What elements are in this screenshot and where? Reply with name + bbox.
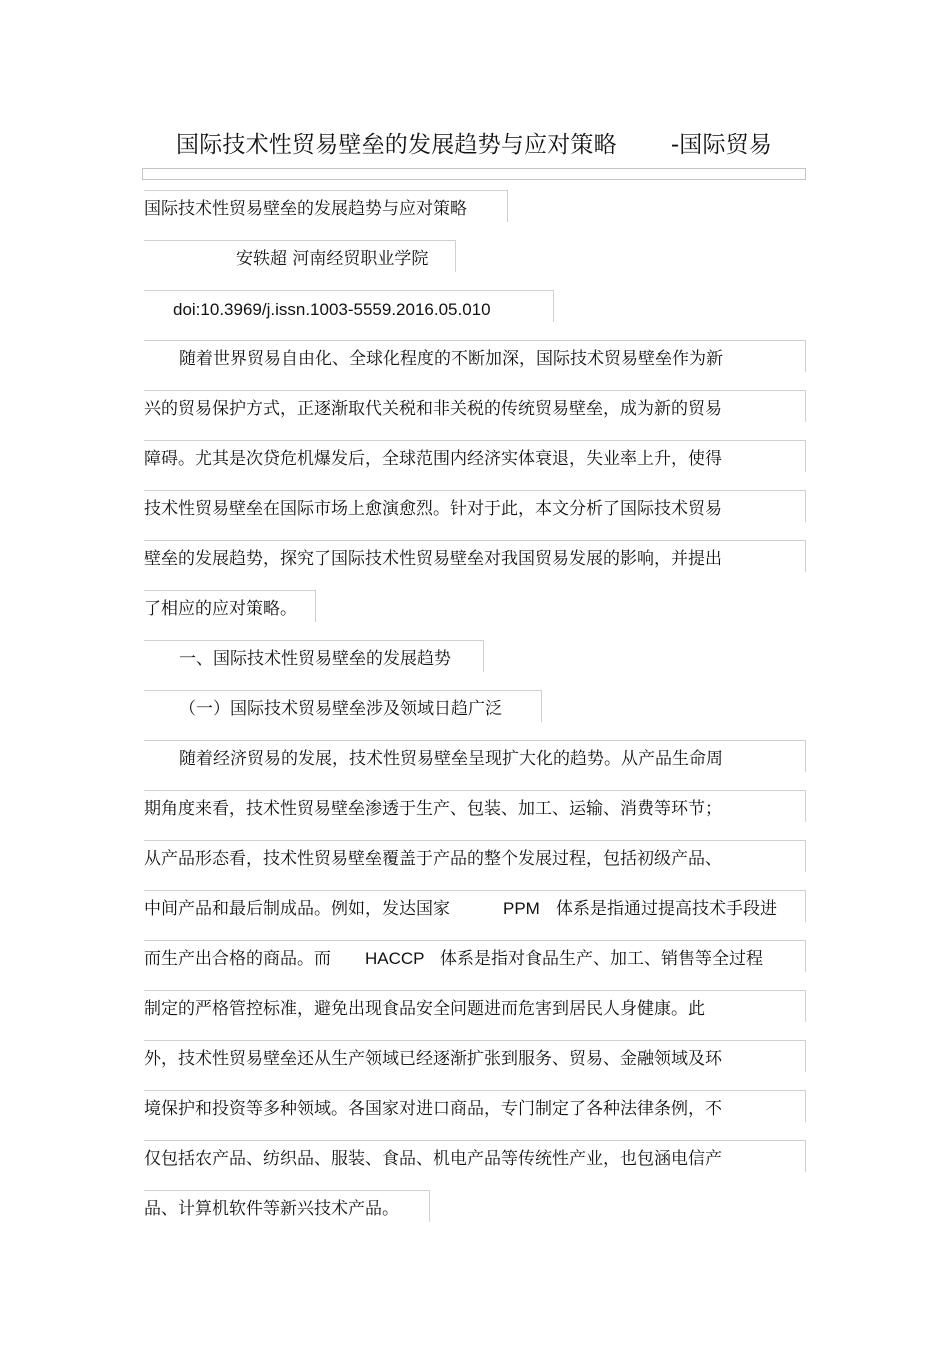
abstract-line: 了相应的应对策略。: [144, 599, 297, 619]
body-line: 而生产出合格的商品。而: [144, 949, 331, 969]
abstract-line: 随着世界贸易自由化、全球化程度的不断加深，国际技术贸易壁垒作为新: [179, 349, 723, 369]
term-haccp: HACCP: [365, 949, 425, 968]
section-heading: 一、国际技术性贸易壁垒的发展趋势: [179, 649, 451, 669]
body-line: 体系是指通过提高技术手段进: [556, 899, 777, 919]
abstract-line: 障碍。尤其是次贷危机爆发后，全球范围内经济实体衰退，失业率上升，使得: [144, 449, 722, 469]
subsection-heading: （一）国际技术贸易壁垒涉及领域日趋广泛: [179, 699, 502, 719]
title-suffix: -国际贸易: [670, 132, 773, 158]
abstract-line: 技术性贸易壁垒在国际市场上愈演愈烈。针对于此，本文分析了国际技术贸易: [144, 499, 722, 519]
body-line: 随着经济贸易的发展，技术性贸易壁垒呈现扩大化的趋势。从产品生命周: [179, 749, 723, 769]
body-line: 外，技术性贸易壁垒还从生产领域已经逐渐扩张到服务、贸易、金融领域及环: [144, 1049, 722, 1069]
body-line: 期角度来看，技术性贸易壁垒渗透于生产、包装、加工、运输、消费等环节；: [144, 799, 722, 819]
doi: doi:10.3969/j.issn.1003-5559.2016.05.010: [173, 300, 491, 319]
body-line: 中间产品和最后制成品。例如，发达国家: [144, 899, 450, 919]
body-line: 从产品形态看，技术性贸易壁垒覆盖于产品的整个发展过程，包括初级产品、: [144, 849, 722, 869]
body-line: 品、计算机软件等新兴技术产品。: [144, 1199, 399, 1219]
abstract-line: 兴的贸易保护方式，正逐渐取代关税和非关税的传统贸易壁垒，成为新的贸易: [144, 399, 722, 419]
body-line: 体系是指对食品生产、加工、销售等全过程: [440, 949, 763, 969]
author-line: 安轶超 河南经贸职业学院: [236, 249, 429, 269]
abstract-line: 壁垒的发展趋势，探究了国际技术性贸易壁垒对我国贸易发展的影响，并提出: [144, 549, 722, 569]
term-ppm: PPM: [503, 899, 540, 918]
subtitle: 国际技术性贸易壁垒的发展趋势与应对策略: [144, 199, 467, 219]
page-title: [176, 128, 772, 162]
title-rule: [142, 168, 806, 180]
body-line: 仅包括农产品、纺织品、服装、食品、机电产品等传统性产业，也包涵电信产: [144, 1149, 722, 1169]
body-line: 制定的严格管控标准，避免出现食品安全问题进而危害到居民人身健康。此: [144, 999, 705, 1019]
title-main: 国际技术性贸易壁垒的发展趋势与应对策略: [176, 132, 617, 158]
body-line: 境保护和投资等多种领域。各国家对进口商品，专门制定了各种法律条例，不: [144, 1099, 722, 1119]
